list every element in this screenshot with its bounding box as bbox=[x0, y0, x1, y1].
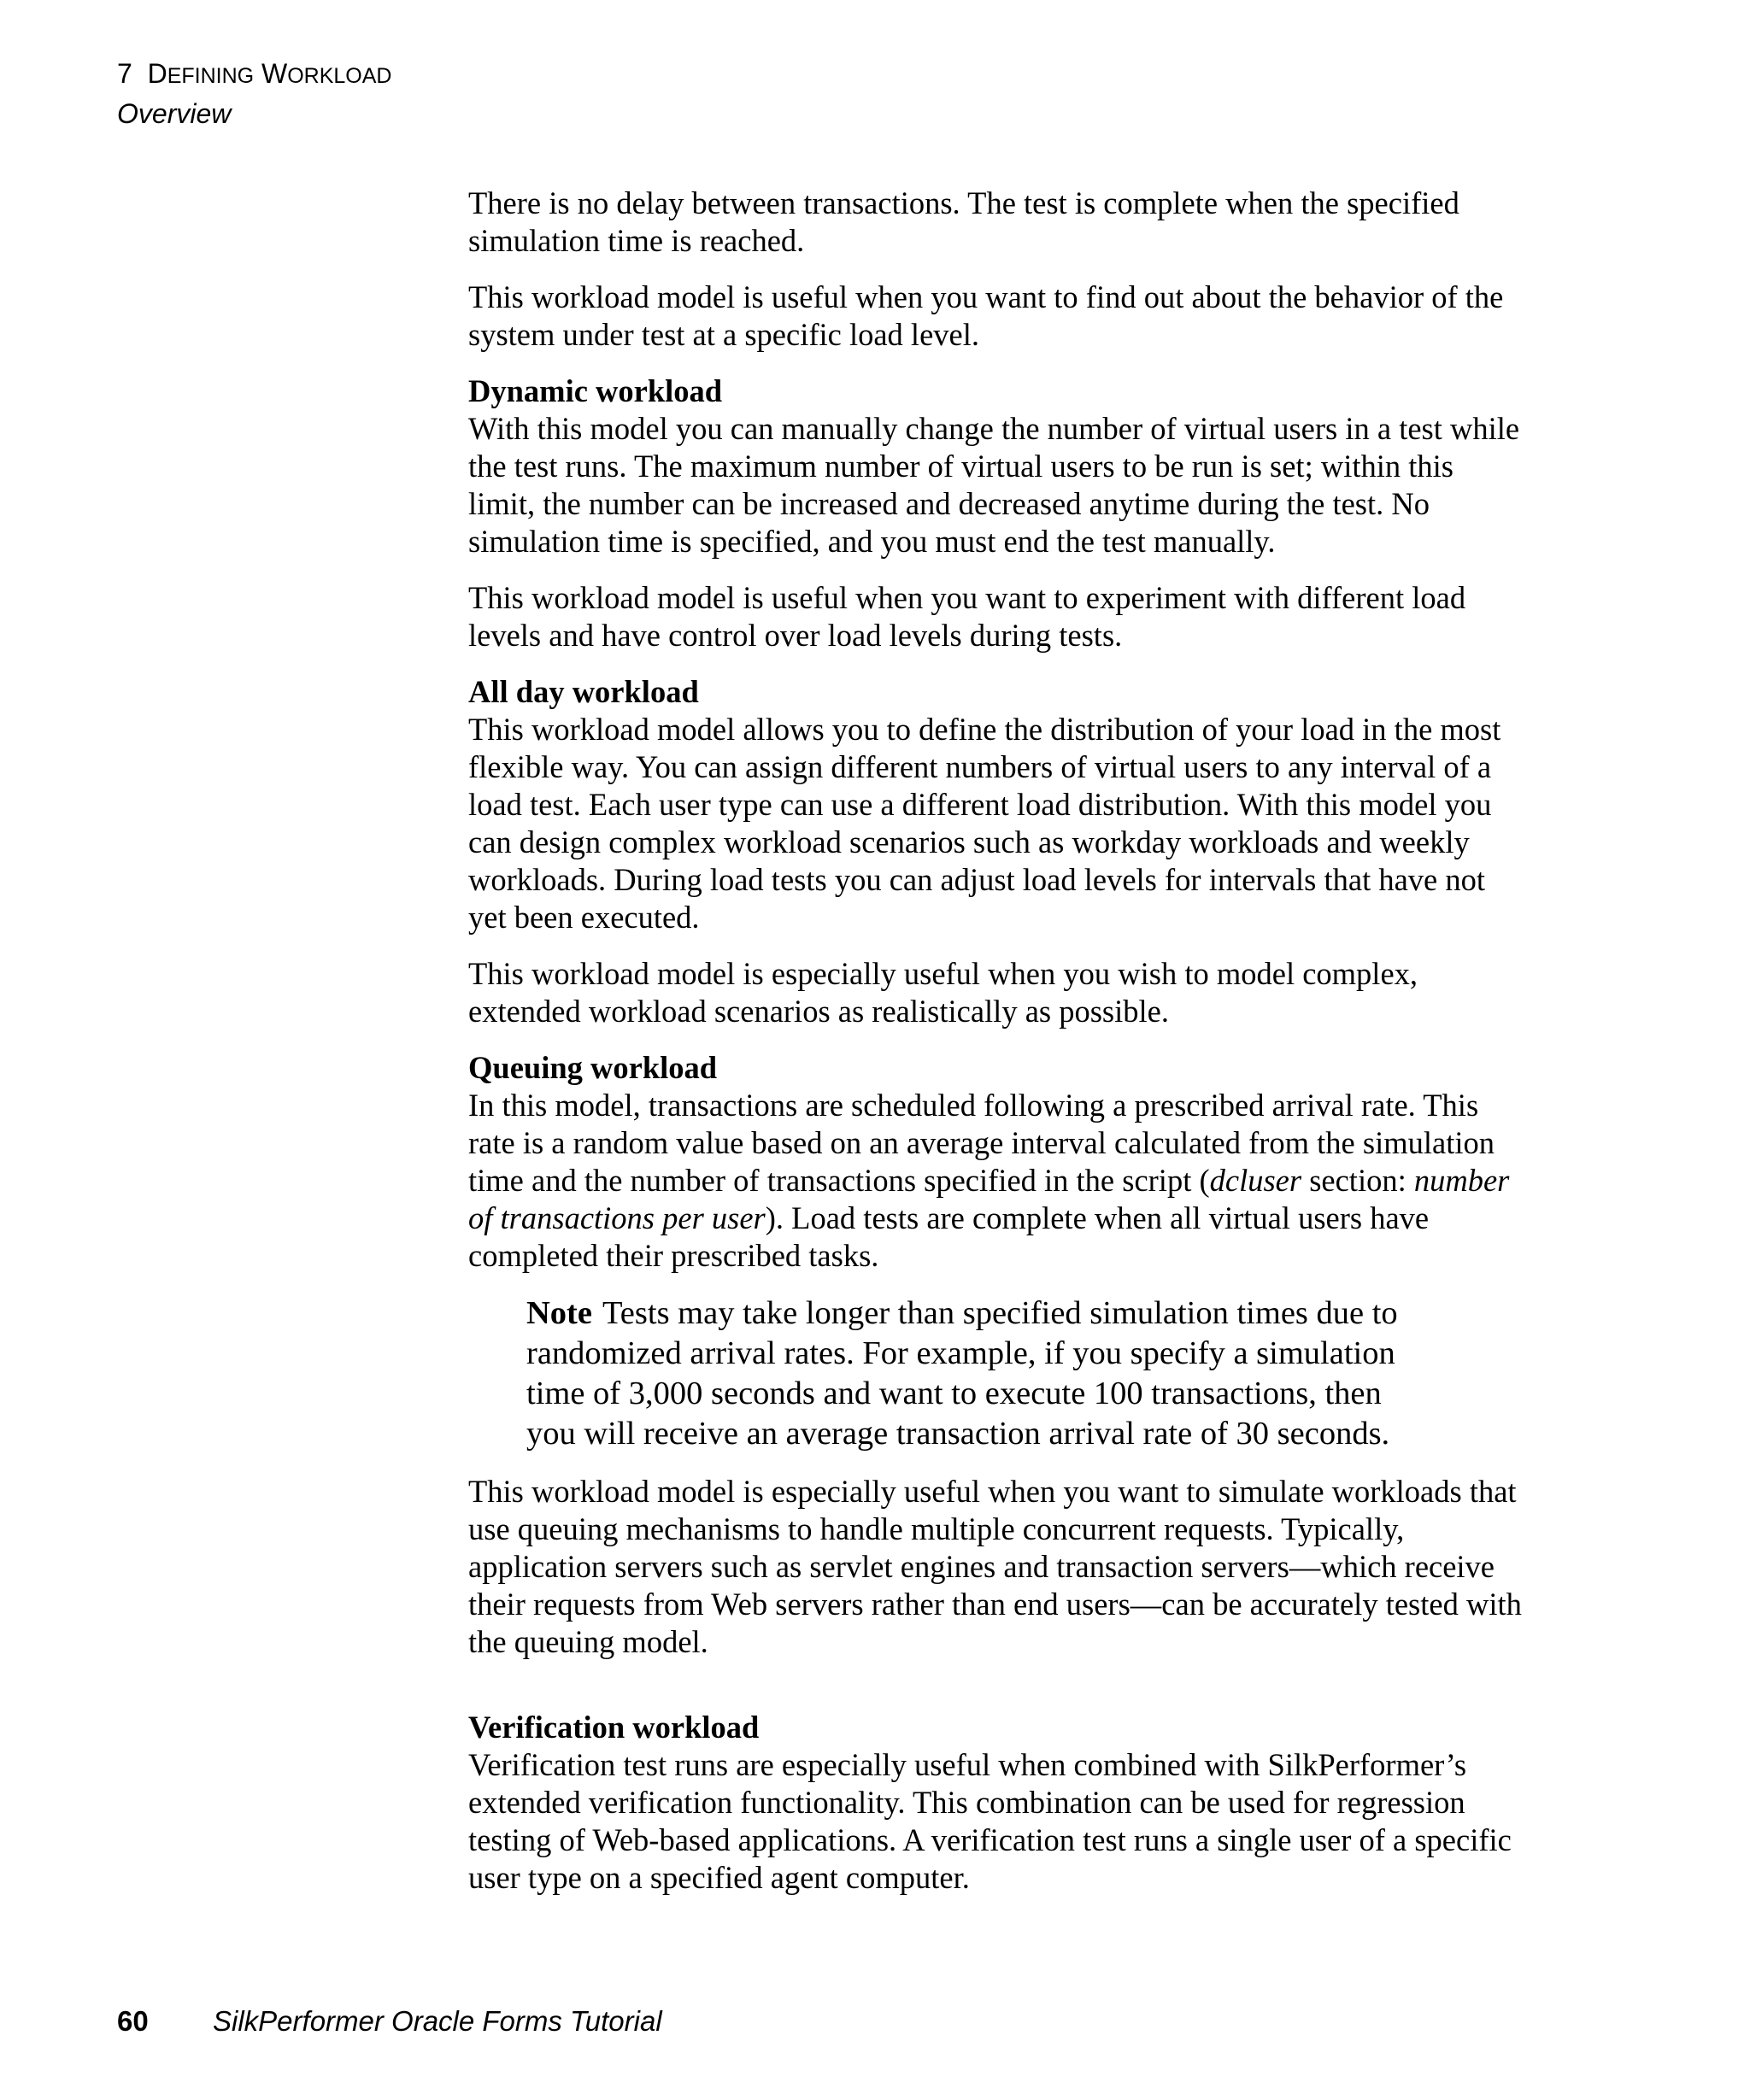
queuing-italic-transactions: number of transactions per user bbox=[468, 1163, 1510, 1235]
paragraph-intro-usage: This workload model is useful when you want to find out about the behavior of the system under test at a specific load level. bbox=[468, 279, 1504, 352]
queuing-text-2: section: bbox=[1301, 1163, 1414, 1198]
note-text: Tests may take longer than specified simulation times due to randomized arrival rates. For example, if you specify a simulation time of 3,000 seconds and want to execute 100 transactions, then you will receive an average transaction arrival rate of 30 seconds. bbox=[526, 1295, 1398, 1452]
queuing-italic-dcluser: dcluser bbox=[1209, 1163, 1302, 1198]
running-header bbox=[117, 55, 391, 132]
heading-dynamic-workload: Dynamic workload bbox=[468, 373, 723, 408]
chapter-heading bbox=[117, 55, 391, 95]
heading-verification-workload: Verification workload bbox=[468, 1710, 760, 1745]
paragraph-all-day-body: This workload model allows you to define the distribution of your load in the most flexible way. You can assign different numbers of virtual users to any interval of a load test. Each user type can use a different load distribution. With this model you can design complex workload scenarios such as workday workloads and weekly workloads. During load tests you can adjust load levels for intervals that have not yet been executed. bbox=[468, 712, 1501, 935]
chapter-title-rest-2: ORKLOAD bbox=[287, 64, 392, 88]
note-block bbox=[526, 1293, 1432, 1454]
heading-all-day-workload: All day workload bbox=[468, 674, 699, 709]
page-footer bbox=[117, 2004, 662, 2038]
chapter-title-initial-2: W bbox=[261, 58, 288, 89]
chapter-number: 7 bbox=[117, 58, 132, 89]
body-column bbox=[468, 185, 1528, 1915]
chapter-title-rest-1: EFINING bbox=[167, 64, 255, 88]
page-number: 60 bbox=[117, 2005, 149, 2037]
paragraph-verification-body: Verification test runs are especially useful when combined with SilkPerformer’s extended verification functionality. This combination can be used for regression testing of Web-based applications. A verification test runs a single user of a specific user type on a specified agent computer. bbox=[468, 1747, 1512, 1895]
chapter-title-initial-1: D bbox=[147, 58, 167, 89]
queuing-text-1: In this model, transactions are scheduled following a prescribed arrival rate. This rate is a random value based on an average interval calculated from the simulation time and the number of transactions specified in the script ( bbox=[468, 1088, 1495, 1198]
note-label: Note bbox=[526, 1295, 592, 1331]
paragraph-all-day-usage: This workload model is especially useful when you wish to model complex, extended workload scenarios as realistically as possible. bbox=[468, 956, 1418, 1029]
paragraph-dynamic-body: With this model you can manually change the number of virtual users in a test while the test runs. The maximum number of virtual users to be run is set; within this limit, the number can be increased and decreased anytime during the test. No simulation time is specified, and you must end the test manually. bbox=[468, 411, 1520, 559]
paragraph-intro: There is no delay between transactions. The test is complete when the specified simulation time is reached. bbox=[468, 185, 1459, 258]
book-title: SilkPerformer Oracle Forms Tutorial bbox=[213, 2005, 662, 2037]
paragraph-queuing-body bbox=[468, 1087, 1528, 1275]
section-title: Overview bbox=[117, 98, 232, 129]
paragraph-dynamic-usage: This workload model is useful when you want to experiment with different load levels and have control over load levels during tests. bbox=[468, 580, 1466, 653]
heading-queuing-workload: Queuing workload bbox=[468, 1050, 718, 1085]
queuing-text-3: ). Load tests are complete when all virtual users have completed their prescribed tasks. bbox=[468, 1200, 1430, 1273]
paragraph-queuing-usage: This workload model is especially useful when you want to simulate workloads that use queuing mechanisms to handle multiple concurrent requests. Typically, application servers such as servlet engines and transaction servers—which receive their requests from Web servers rather than end users—can be accurately tested with the queuing model. bbox=[468, 1474, 1522, 1659]
